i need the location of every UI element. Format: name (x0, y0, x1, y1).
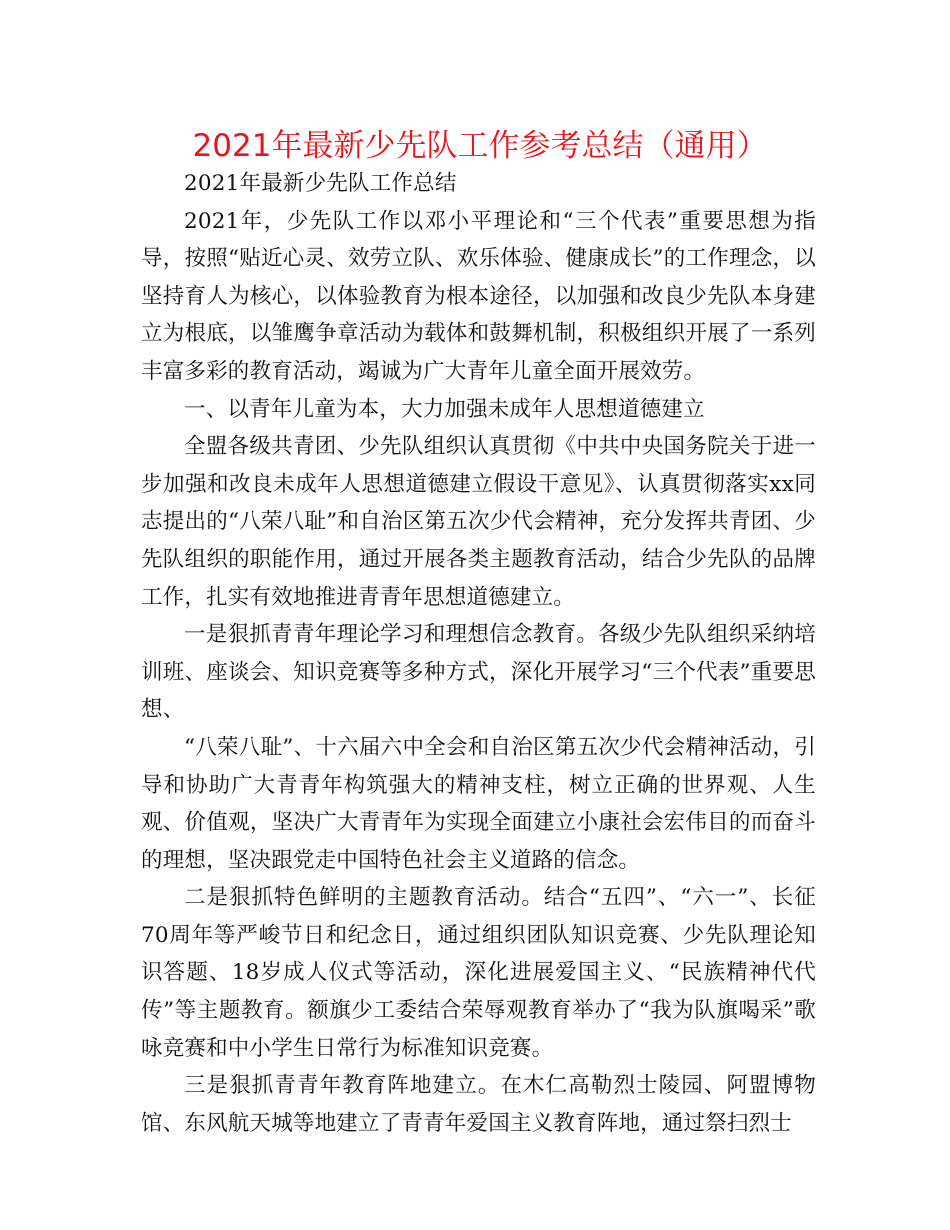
section-heading-1: 一、以青年儿童为本，大力加强未成年人思想道德建立 (184, 396, 705, 422)
paragraph: 全盟各级共青团、少先队组织认真贯彻《中共中央国务院关于进一步加强和改良未成年人思想道德建立假设干意见》、认真贯彻落实xx同志提出的“八荣八耻”和自治区第五次少代会精神，充分发挥共青团、少先队组织的职能作用，通过开展各类主题教育活动，结合少先队的品牌工作，扎实有效地推进青青年思想道德建立。 (141, 434, 816, 610)
document-title: 2021年最新少先队工作参考总结（通用） (192, 128, 768, 164)
paragraph: 二是狠抓特色鲜明的主题教育活动。结合“五四”、“六一”、长征70周年等严峻节日和纪念日，通过组织团队知识竞赛、少先队理论知识答题、18岁成人仪式等活动，深化进展爱国主义、“民族精神代代传”等主题教育。额旗少工委结合荣辱观教育举办了“我为队旗喝采”歌咏竞赛和中小学生日常行为标准知识竞赛。 (141, 885, 816, 1061)
document-body (141, 165, 816, 1142)
paragraph: 一是狠抓青青年理论学习和理想信念教育。各级少先队组织采纳培训班、座谈会、知识竞赛等多种方式，深化开展学习“三个代表”重要思想、 (141, 622, 816, 723)
paragraph-subtitle: 2021年最新少先队工作总结 (184, 171, 457, 196)
paragraph-intro: 2021年，少先队工作以邓小平理论和“三个代表”重要思想为指导，按照“贴近心灵、效劳立队、欢乐体验、健康成长”的工作理念，以坚持育人为核心，以体验教育为根本途径，以加强和改良少先队本身建立为根底，以雏鹰争章活动为载体和鼓舞机制，积极组织开展了一系列丰富多彩的教育活动，竭诚为广大青年儿童全面开展效劳。 (141, 208, 816, 384)
paragraph: 三是狠抓青青年教育阵地建立。在木仁高勒烈士陵园、阿盟博物馆、东风航天城等地建立了青青年爱国主义教育阵地，通过祭扫烈士 (141, 1073, 816, 1136)
paragraph: “八荣八耻”、十六届六中全会和自治区第五次少代会精神活动，引导和协助广大青青年构筑强大的精神支柱，树立正确的世界观、人生观、价值观，坚决广大青青年为实现全面建立小康社会宏伟目的而奋斗的理想，坚决跟党走中国特色社会主义道路的信念。 (141, 734, 816, 873)
